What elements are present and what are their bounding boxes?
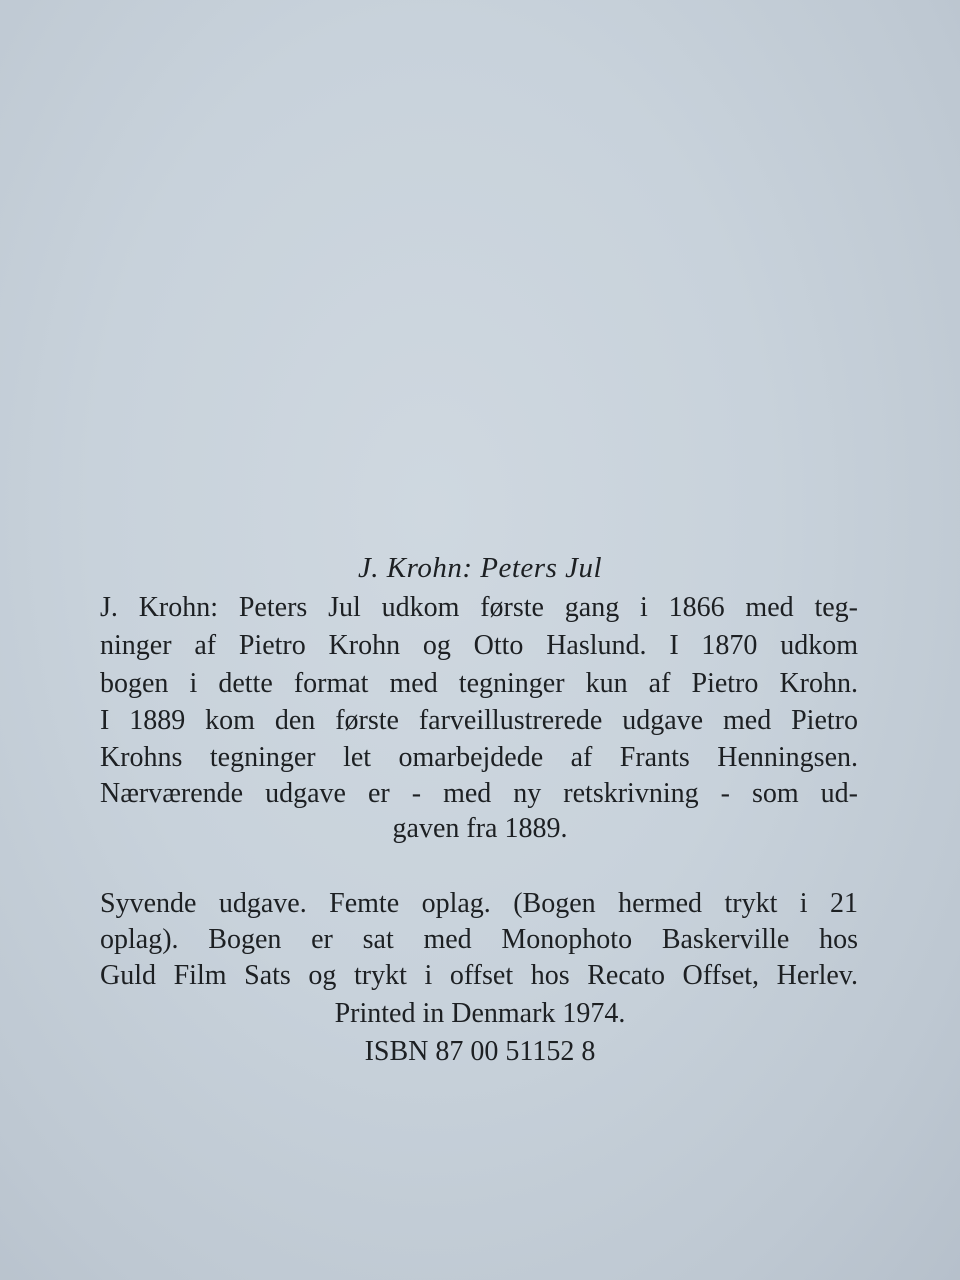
printed-line: Printed in Denmark 1974.	[334, 998, 626, 1029]
paragraph1-line-5: Krohns tegninger let omarbejdede af Frants Henningsen.	[100, 742, 858, 773]
paragraph2-line-3: Guld Film Sats og trykt i offset hos Recato Offset, Herlev.	[100, 960, 858, 991]
paragraph1-line-3: bogen i dette format med tegninger kun af Pietro Krohn.	[100, 668, 858, 699]
paragraph2-line-1: Syvende udgave. Femte oplag. (Bogen hermed trykt i 21	[100, 888, 858, 919]
paragraph1-line-6: Nærværende udgave er - med ny retskrivning - som ud-	[100, 778, 858, 809]
book-title: J. Krohn: Peters Jul	[357, 552, 603, 584]
paragraph1-line-2: ninger af Pietro Krohn og Otto Haslund. I 1870 udkom	[100, 630, 858, 661]
paragraph1-line-1: J. Krohn: Peters Jul udkom første gang i 1866 med teg-	[100, 592, 858, 623]
isbn-line: ISBN 87 00 51152 8	[364, 1036, 596, 1067]
paragraph1-line-7: gaven fra 1889.	[392, 813, 568, 844]
paragraph2-line-2: oplag). Bogen er sat med Monophoto Baskerville hos	[100, 924, 858, 955]
paragraph1-line-4: I 1889 kom den første farveillustrerede udgave med Pietro	[100, 705, 858, 736]
